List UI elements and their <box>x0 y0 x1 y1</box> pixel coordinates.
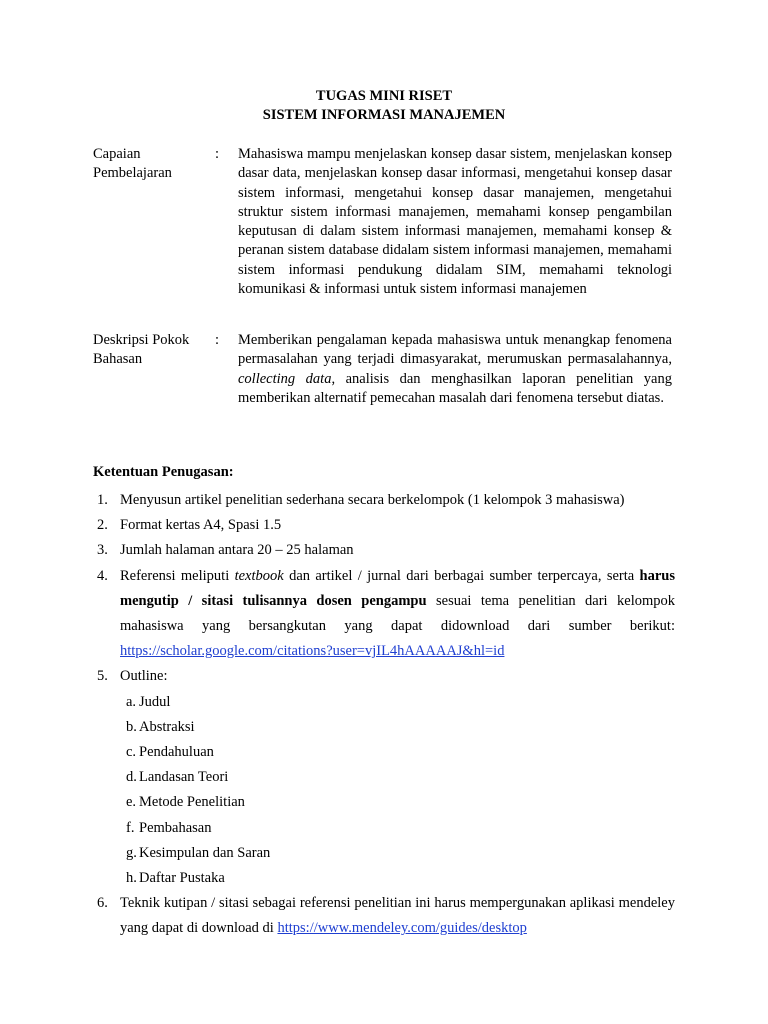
list-item <box>93 891 675 941</box>
deskripsi-text-1: Memberikan pengalaman kepada mahasiswa untuk menangkap fenomena permasalahan yang terjadi dimasyarakat, merumuskan permasalahannya, <box>238 332 672 368</box>
deskripsi-label: Deskripsi Pokok Bahasan <box>93 332 190 368</box>
outline-letter: f. <box>126 819 135 836</box>
outline-item <box>120 740 675 765</box>
item6-text-pre: Teknik kutipan / sitasi sebagai referensi penelitian ini harus mempergunakan aplikasi mendeley yang dapat di download di <box>120 895 675 937</box>
item-text: Menyusun artikel penelitian sederhana secara berkelompok (1 kelompok 3 mahasiswa) <box>120 492 625 508</box>
item4-text-pre: Referensi meliputi <box>120 567 235 584</box>
item-text: Jumlah halaman antara 20 – 25 halaman <box>120 542 354 559</box>
outline-text: Pendahuluan <box>139 744 214 761</box>
mendeley-link[interactable]: https://www.mendeley.com/guides/desktop <box>277 920 527 937</box>
outline-text: Landasan Teori <box>139 769 229 786</box>
item-number: 6. <box>97 895 108 912</box>
outline-item <box>120 715 675 740</box>
outline-letter: a. <box>126 693 137 710</box>
list-item <box>93 564 675 665</box>
list-item <box>93 664 675 891</box>
list-item <box>93 538 675 563</box>
outline-item <box>120 841 675 866</box>
doc-title-line1: TUGAS MINI RISET <box>315 88 453 104</box>
outline-letter: c. <box>126 744 137 761</box>
deskripsi-value <box>238 331 672 408</box>
deskripsi-colon: : <box>215 332 220 348</box>
item4-bold: harus mengutip / sitasi tulisannya dosen pengampu <box>120 567 676 609</box>
item4-text-post: sesuai tema penelitian dari kelompok mahasiswa yang bersangkutan yang dapat didownload dari sumber berikut: <box>120 592 676 635</box>
outline-letter: b. <box>126 718 137 735</box>
outline-letter: e. <box>126 794 137 811</box>
capaian-label: Capaian Pembelajaran <box>93 146 172 182</box>
ketentuan-list <box>93 488 675 942</box>
outline-list <box>120 690 675 892</box>
capaian-colon: : <box>215 146 220 162</box>
outline-text: Daftar Pustaka <box>139 870 225 887</box>
item4-text-mid: dan artikel / jurnal dari berbagai sumber terpercaya, serta <box>283 567 640 584</box>
list-item <box>93 488 675 513</box>
outline-item <box>120 866 675 891</box>
scholar-link[interactable]: https://scholar.google.com/citations?user=vjIL4hAAAAAJ&hl=id <box>120 643 505 660</box>
item-number: 4. <box>97 567 108 584</box>
outline-item <box>120 765 675 790</box>
deskripsi-text-2: , analisis dan menghasilkan laporan penelitian yang memberikan alternatif pemecahan masalah dari fenomena tersebut diatas. <box>238 370 672 406</box>
outline-item <box>120 816 675 841</box>
doc-title-line2: SISTEM INFORMASI MANAJEMEN <box>262 107 506 123</box>
capaian-value: Mahasiswa mampu menjelaskan konsep dasar sistem, menjelaskan konsep dasar data, menjelaskan konsep dasar informasi, mengetahui konsep dasar sistem informasi, mengetahui konsep dasar manajemen, mengetahui struktur sistem informasi manajemen, memahami konsep pengambilan keputusan di dalam sistem informasi manajemen, memahami konsep & peranan sistem database didalam sistem informasi manajemen, memahami sistem informasi pendukung didalam SIM, memahami teknologi komunikasi & informasi untuk sistem informasi manajemen <box>238 146 672 298</box>
outline-text: Kesimpulan dan Saran <box>139 844 271 861</box>
outline-letter: g. <box>126 844 137 861</box>
outline-text: Metode Penelitian <box>139 794 245 811</box>
outline-text: Abstraksi <box>139 718 195 735</box>
outline-text: Pembahasan <box>139 819 212 836</box>
list-item <box>93 513 675 538</box>
outline-text: Judul <box>139 693 171 710</box>
item-text: Format kertas A4, Spasi 1.5 <box>120 517 282 534</box>
item-text: Outline: <box>120 668 168 685</box>
item-number: 2. <box>97 517 108 534</box>
deskripsi-italic: collecting data <box>238 370 332 387</box>
outline-letter: d. <box>126 769 137 786</box>
ketentuan-heading: Ketentuan Penugasan: <box>93 464 234 480</box>
item-text <box>120 564 675 665</box>
item-number: 3. <box>97 542 108 559</box>
item-number: 1. <box>97 492 108 508</box>
outline-item <box>120 690 675 715</box>
item4-italic: textbook <box>234 567 284 584</box>
item-text <box>120 891 675 941</box>
item-number: 5. <box>97 668 108 685</box>
outline-letter: h. <box>126 870 137 887</box>
outline-item <box>120 790 675 815</box>
